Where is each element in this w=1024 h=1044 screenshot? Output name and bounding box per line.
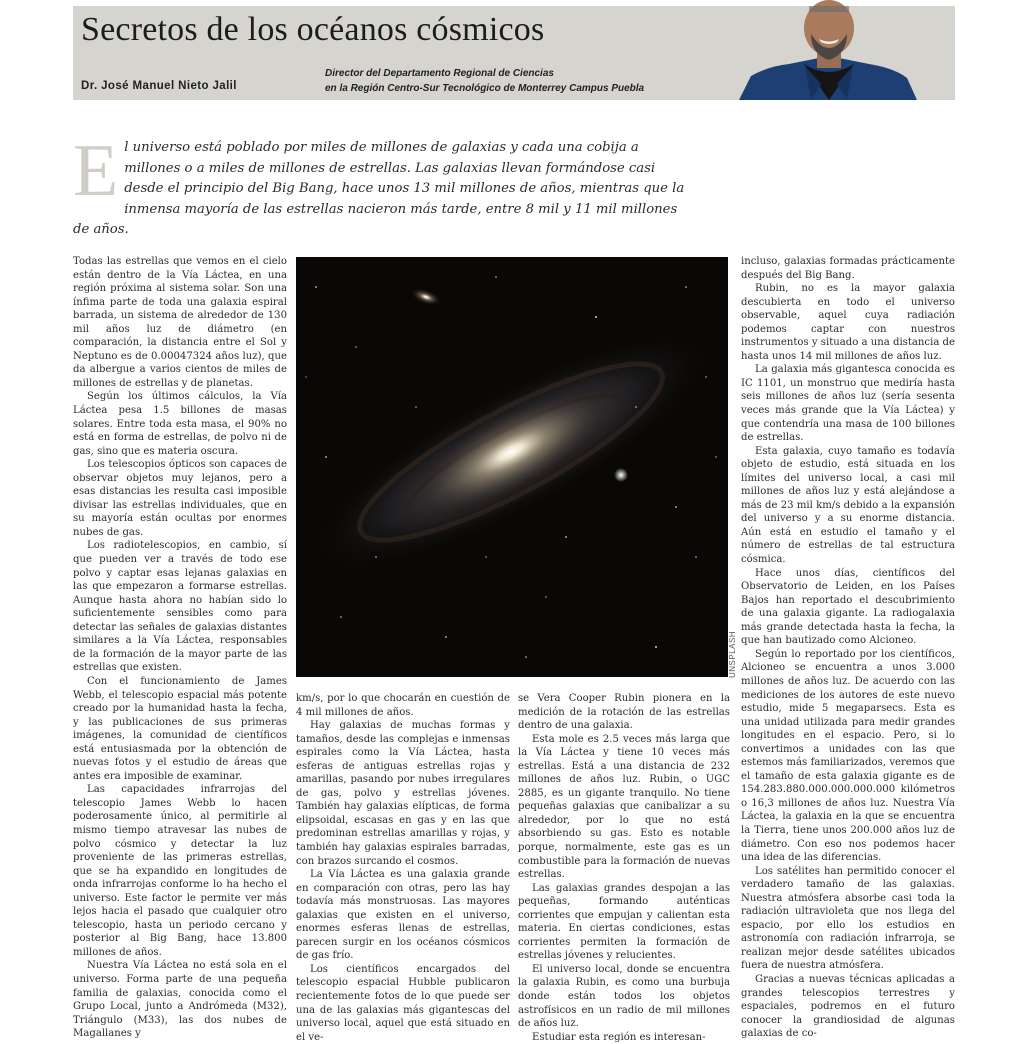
paragraph: Los satélites han permitido conocer el verdadero tamaño de las galaxias. Nuestra atmósfera absorbe casi toda la radiación ultravioleta que nos llega del espacio, por ello los estudios en astronomía con radiación infrarroja, se realizan mejor desde satélites ubicados fuera de nuestra atmósfera. [741,865,955,972]
paragraph: Todas las estrellas que vemos en el cielo están dentro de la Vía Láctea, en una región próxima al sistema solar. Son una ínfima parte de toda una galaxia espiral barrada, un sistema de alrededor de 130 mil años luz de diámetro (en comparación, la distancia entre el Sol y Neptuno es de 0.00047324 años luz), que da albergue a varios cientos de miles de millones de estrellas y de planetas. [73,256,287,389]
paragraph: Las galaxias grandes despojan a las pequeñas, formando auténticas corrientes que empujan y calientan esta materia. En ciertas condiciones, estas corrientes permiten la formación de estrellas jóvenes y relucientes. [518,882,730,962]
photo-credit: UNSPLASH [728,630,737,678]
article-header [73,6,955,100]
galaxy-photo [296,257,728,677]
paragraph: Nuestra Vía Láctea no está sola en el universo. Forma parte de una pequeña familia de galaxias, conocida como el Grupo Local, junto a Andrómeda (M32), Triángulo (M33), las dos nubes de Magallanes y [73,960,287,1040]
article-title: Secretos de los océanos cósmicos [81,11,545,48]
paragraph: La Vía Láctea es una galaxia grande en comparación con otras, pero las hay todavía más monstruosas. Las mayores galaxias que existen en el universo, enormes esferas llenas de estrellas, parecen surgir en los océanos cósmicos de gas frío. [296,869,510,962]
paragraph: Esta galaxia, cuyo tamaño es todavía objeto de estudio, está situada en los límites del universo local, a casi mil millones de años luz y está alejándose a más de 23 mil km/s debido a la expansión del universo y a su enorme distancia. Aún está en estudio el tamaño y el número de estrellas de tal estructura cósmica. [741,445,955,566]
paragraph: Estudiar esta región es interesan- [532,1031,706,1043]
paragraph: Las capacidades infrarrojas del telescopio James Webb lo hacen poderosamente único, al permitirle al mismo tiempo atravesar las nubes de polvo cósmico y detectar la luz proveniente de las primeras estrellas, que se ha expandido en longitudes de onda infrarrojas conforme lo ha hecho el universo. Este factor le permite ver más lejos hacia el pasado que cualquier otro telescopio, hasta un periodo cercano y posterior al Big Bang, hace 13.800 millones de años. [73,784,287,958]
paragraph: Según lo reportado por los científicos, Alcioneo se encuentra a unos 3.000 millones de años luz. De acuerdo con las mediciones de los autores de este nuevo estudio, mide 5 megaparsecs. Esta es una unidad utilizada para medir grandes longitudes en el espacio. Pero, si lo convertimos a unidades con las que estemos más familiarizados, veremos que el tamaño de esta galaxia gigante es de 154.283.880.000.000.000.000 kilómetros o 16,3 millones de años luz. Nuestra Vía Láctea, la galaxia en la que se encuentra la Tierra, tiene unos 200.000 años luz de diámetro. Con eso nos podemos hacer una idea de las diferencias. [741,648,955,864]
lede-text: l universo está poblado por miles de millones de galaxias y cada una cobija a millones o a miles de millones de estrellas. Las galaxias llevan formándose casi desde el principio del Big Bang, hace unos 13 mil millones de años, mientras que la inmensa mayoría de las estrellas nacieron más tarde, entre 8 mil y 11 mil millones de años. [73,140,685,237]
drop-cap: E [73,130,119,212]
paragraph: se Vera Cooper Rubin pionera en la medición de la rotación de las estrellas dentro de una galaxia. [518,693,730,732]
paragraph: Hay galaxias de muchas formas y tamaños, desde las complejas e inmensas espirales como la Vía Láctea, hasta esferas de antiguas estrellas rojas y amarillas, pasando por nubes irregulares de gas, polvo y estrellas jóvenes. También hay galaxias elípticas, de forma elipsoidal, escasas en gas y en las que predominan estrellas amarillas y rojas, y también hay galaxias espirales barradas, con brazos surcando el cosmos. [296,720,510,867]
author-affiliation [325,67,644,96]
affiliation-line-2: en la Región Centro-Sur Tecnológico de Monterrey Campus Puebla [325,82,645,94]
column-2 [296,692,510,1043]
article-lede [73,130,693,241]
column-4 [741,255,955,1040]
affiliation-line-1: Director del Departamento Regional de Ciencias [325,68,554,79]
paragraph: incluso, galaxias formadas prácticamente después del Big Bang. [741,256,955,281]
paragraph: Los radiotelescopios, en cambio, sí que pueden ver a través de todo ese polvo y captar esas lejanas galaxias en las que empezaron a formarse estrellas. Aunque hasta ahora no habían sido lo suficientemente sensibles como para detectar las señales de galaxias distantes similares a la Vía Láctea, responsables de la formación de la mayor parte de las estrellas que existen. [73,540,287,674]
author-portrait [729,6,929,100]
author-name: Dr. José Manuel Nieto Jalil [81,80,237,92]
paragraph: Rubin, no es la mayor galaxia descubierta en todo el universo observable, aquel cuya radiación podemos captar con nuestros instrumentos y situado a una distancia de hasta unos 14 mil millones de años luz. [741,283,955,362]
paragraph: El universo local, donde se encuentra la galaxia Rubin, es como una burbuja donde están todos los objetos astrofísicos en un radio de mil millones de años luz. [518,963,730,1030]
paragraph: Los telescopios ópticos son capaces de observar objetos muy lejanos, pero a esas distancias les resulta casi imposible divisar las estrellas individuales, que en su mayoría están ocultas por enormes nubes de gas. [73,459,287,538]
paragraph: Esta mole es 2.5 veces más larga que la Vía Láctea y tiene 10 veces más estrellas. Está a una distancia de 232 millones de años luz. Rubin, o UGC 2885, es un gigante tranquilo. No tiene pequeñas galaxias que canibalizar a su alrededor, por lo que no está absorbiendo su gas. Esto es notable porque, normalmente, este gas es un combustible para la formación de nuevas estrellas. [518,733,730,881]
paragraph: Gracias a nuevas técnicas aplicadas a grandes telescopios terrestres y espaciales, podremos en el futuro conocer la grandiosidad de algunas galaxias de co- [741,973,955,1040]
andromeda-galaxy-image [296,257,728,677]
paragraph: km/s, por lo que chocarán en cuestión de 4 mil millones de años. [296,693,510,718]
paragraph: Los científicos encargados del telescopio espacial Hubble publicaron recientemente fotos de lo que puede ser una de las galaxias más gigantescas del universo local, aquel que está situado en el ve- [296,963,510,1043]
column-1 [73,255,287,1040]
paragraph: Hace unos días, científicos del Observatorio de Leiden, en los Países Bajos han reportado el descubrimiento de una galaxia gigante. La radiogalaxia más grande detectada hasta la fecha, la que han bautizado como Alcioneo. [741,567,955,647]
paragraph: Con el funcionamiento de James Webb, el telescopio espacial más potente creado por la humanidad hasta la fecha, y las publicaciones de sus primeras imágenes, la comunidad de científicos está entusiasmada por la obtención de nuevas fotos y el estudio de áreas que antes era imposible de examinar. [73,675,287,782]
paragraph: Según los últimos cálculos, la Vía Láctea pesa 1.5 billones de masas solares. Entre toda esta masa, el 90% no está en forma de estrellas, de polvo ni de gas, sino que es materia oscura. [73,391,287,457]
paragraph: La galaxia más gigantesca conocida es IC 1101, un monstruo que mediría hasta seis millones de años luz (sería sesenta veces más grande que la Vía Láctea) y que contendría una masa de 100 billones de estrellas. [741,364,955,444]
column-3 [518,692,730,1043]
